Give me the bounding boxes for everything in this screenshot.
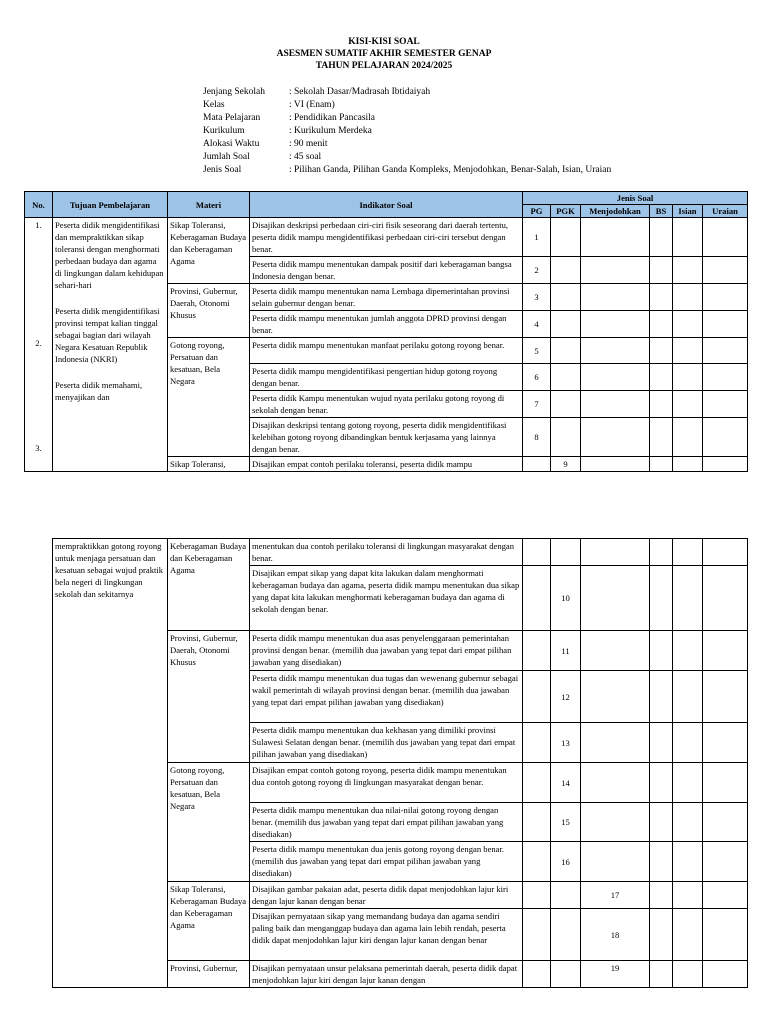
materi-cell: Sikap Toleransi, Keberagaman Budaya dan Keberagaman Agama [168, 218, 250, 284]
pg-cell: 3 [523, 284, 551, 311]
header-uraian: Uraian [703, 205, 748, 218]
document-title: KISI-KISI SOAL [348, 37, 420, 47]
indikator-cell: Peserta didik mampu menentukan dua nilai-nilai gotong royong dengan benar. (memilih dus jawaban yang tepat dari empat pilihan jawaban yang disediakan) [250, 803, 523, 842]
meta-key: Alokasi Waktu [203, 139, 260, 149]
pg-cell: 6 [523, 364, 551, 391]
materi-cell: Sikap Toleransi, Keberagaman Budaya dan Keberagaman Agama [168, 882, 250, 961]
indikator-cell: Peserta didik mampu menentukan jumlah anggota DPRD provinsi dengan benar. [250, 311, 523, 338]
meta-key: Jenjang Sekolah [203, 87, 266, 97]
materi-cell: Provinsi, Gubernur, Daerah, Otonomi Khusus [168, 284, 250, 338]
materi-cell: Gotong royong, Persatuan dan kesatuan, Bela Negara [168, 338, 250, 457]
header-bs: BS [650, 205, 673, 218]
indikator-cell: Peserta didik mampu menentukan dua tugas dan wewenang gubernur sebagai wakil pemerintah di wilayah provinsi dengan benar. (memilih dua jawaban yang tepat dari empat pilihan jawaban yang disediakan) [250, 671, 523, 723]
row-number: 2. [35, 338, 42, 348]
indikator-cell: Disajikan empat sikap yang dapat kita lakukan dalam menghormati keberagaman budaya dan agama, peserta didik mampu menentukan dua sikap yang dapat kita lakukan menghormati keberagaman budaya dan agama di sekolah dengan benar. [250, 566, 523, 631]
header-no: No. [25, 192, 53, 218]
header-indikator: Indikator Soal [250, 192, 523, 218]
indikator-cell: Peserta didik mampu menentukan dua kekhasan yang dimiliki provinsi Sulawesi Selatan dengan benar. (memilih dus jawaban yang tepat dari empat pilihan jawaban yang disediakan) [250, 723, 523, 763]
pgk-cell: 9 [551, 457, 581, 472]
header-isian: Isian [673, 205, 703, 218]
pgk-cell: 13 [551, 723, 581, 763]
pgk-cell: 10 [551, 566, 581, 631]
header-jenis-soal: Jenis Soal [523, 192, 748, 205]
header-menjodohkan: Menjodohkan [581, 205, 650, 218]
header-materi: Materi [168, 192, 250, 218]
pg-cell: 8 [523, 418, 551, 457]
meta-value: : 90 menit [289, 139, 328, 149]
indikator-cell: Peserta didik mampu menentukan nama Lembaga dipemerintahan provinsi selain gubernur dengan benar. [250, 284, 523, 311]
menjodohkan-cell: 19 [581, 961, 650, 988]
meta-key: Mata Pelajaran [203, 113, 261, 123]
pgk-cell: 16 [551, 842, 581, 882]
menjodohkan-cell: 17 [581, 882, 650, 909]
document-subtitle: ASESMEN SUMATIF AKHIR SEMESTER GENAP [276, 49, 492, 59]
meta-value: : Pendidikan Pancasila [289, 113, 376, 123]
tujuan-column [53, 218, 168, 472]
indikator-cell: menentukan dua contoh perilaku toleransi di lingkungan masyarakat dengan benar. [250, 539, 523, 566]
pg-cell: 7 [523, 391, 551, 418]
header-pgk: PGK [551, 205, 581, 218]
meta-key: Jumlah Soal [203, 152, 250, 162]
indikator-cell: Peserta didik mampu menentukan dua jenis gotong royong dengan benar. (memilih dus jawaban yang tepat dari empat pilihan jawaban yang disediakan) [250, 842, 523, 882]
meta-key: Kelas [203, 100, 225, 110]
pg-cell: 2 [523, 257, 551, 284]
tujuan-pembelajaran: Peserta didik memahami, menyajikan dan [55, 380, 143, 402]
pg-cell: 1 [523, 218, 551, 257]
meta-value: : Pilihan Ganda, Pilihan Ganda Kompleks, Menjodohkan, Benar-Salah, Isian, Uraian [289, 165, 612, 175]
header-tujuan: Tujuan Pembelajaran [53, 192, 168, 218]
indikator-cell: Disajikan empat contoh perilaku toleransi, peserta didik mampu [250, 457, 523, 472]
indikator-cell: Peserta didik mampu menentukan dampak positif dari keberagaman bangsa Indonesia dengan benar. [250, 257, 523, 284]
indikator-cell: Disajikan deskripsi tentang gotong royong, peserta didik mengidentifikasi kelebihan gotong royong dibandingkan bentuk kerjasama yang lainnya dengan benar. [250, 418, 523, 457]
indikator-cell: Peserta didik mampu menentukan dua asas penyelenggaraan pemerintahan provinsi dengan benar. (memilih dua jawaban yang tepat dari empat pilihan jawaban yang disediakan) [250, 631, 523, 671]
pgk-cell: 15 [551, 803, 581, 842]
header-pg: PG [523, 205, 551, 218]
pgk-cell: 12 [551, 671, 581, 723]
pg-cell: 5 [523, 338, 551, 364]
document-meta [203, 86, 611, 177]
indikator-cell: Disajikan empat contoh gotong royong, peserta didik mampu menentukan dua contoh gotong royong di lingkungan masyarakat dengan benar. [250, 763, 523, 803]
tujuan-pembelajaran: mempraktikkan gotong royong untuk menjaga persatuan dan kesatuan sebagai wujud praktik bela negeri di lingkungan sekolah dan sekitarnya [53, 539, 168, 988]
materi-cell: Provinsi, Gubernur, [168, 961, 250, 988]
meta-key: Jenis Soal [203, 165, 242, 175]
materi-cell: Sikap Toleransi, [168, 457, 250, 472]
indikator-cell: Peserta didik mampu menentukan manfaat perilaku gotong royong benar. [250, 338, 523, 364]
materi-cell: Keberagaman Budaya dan Keberagaman Agama [168, 539, 250, 631]
number-column [25, 218, 53, 472]
menjodohkan-cell: 18 [581, 909, 650, 961]
meta-value: : 45 soal [289, 152, 322, 162]
indikator-cell: Disajikan gambar pakaian adat, peserta didik dapat menjodohkan lajur kiri dengan lajur kanan dengan benar [250, 882, 523, 909]
indikator-cell: Peserta didik Kampu menentukan wujud nyata perilaku gotong royong di sekolah dengan benar. [250, 391, 523, 418]
row-number: 3. [35, 443, 42, 453]
meta-value: : Kurikulum Merdeka [289, 126, 372, 136]
document-year: TAHUN PELAJARAN 2024/2025 [315, 61, 453, 71]
pgk-cell: 11 [551, 631, 581, 671]
materi-cell: Provinsi, Gubernur, Daerah, Otonomi Khusus [168, 631, 250, 763]
materi-cell: Gotong royong, Persatuan dan kesatuan, Bela Negara [168, 763, 250, 882]
tujuan-pembelajaran: Peserta didik mengidentifikasi provinsi tempat kalian tinggal sebagai bagian dari wilayah Negara Kesatuan Republik Indonesia (NKRI) [55, 306, 160, 364]
meta-value: : VI (Enam) [289, 100, 335, 110]
indikator-cell: Disajikan pernyataan unsur pelaksana pemerintah daerah, peserta didik dapat menjodohkan lajur kiri dengan lajur kanan dengan [250, 961, 523, 988]
indikator-cell: Peserta didik mampu mengidentifikasi pengertian hidup gotong royong dengan benar. [250, 364, 523, 391]
pg-cell: 4 [523, 311, 551, 338]
kisi-kisi-table-page2 [52, 538, 748, 988]
tujuan-pembelajaran: Peserta didik mengidentifikasi dan mempraktikkan sikap toleransi dengan menghormati perbedaan budaya dan agama di lingkungan dalam kehidupan sehari-hari [55, 220, 164, 290]
indikator-cell: Disajikan pernyataan sikap yang memandang budaya dan agama sendiri paling baik dan menganggap budaya dan agama lain lebih rendah, peserta didik dapat menjodohkan lajur kiri dengan lajur kanan dengan benar [250, 909, 523, 961]
indikator-cell: Disajikan deskripsi perbedaan ciri-ciri fisik seseorang dari daerah tertentu, peserta didik mampu mengidentifikasi perbedaan ciri-ciri tersebut dengan benar. [250, 218, 523, 257]
pgk-cell: 14 [551, 763, 581, 803]
row-number: 1. [35, 220, 42, 230]
meta-value: : Sekolah Dasar/Madrasah Ibtidaiyah [289, 87, 431, 97]
kisi-kisi-table-page1 [24, 191, 748, 472]
meta-key: Kurikulum [203, 126, 245, 136]
